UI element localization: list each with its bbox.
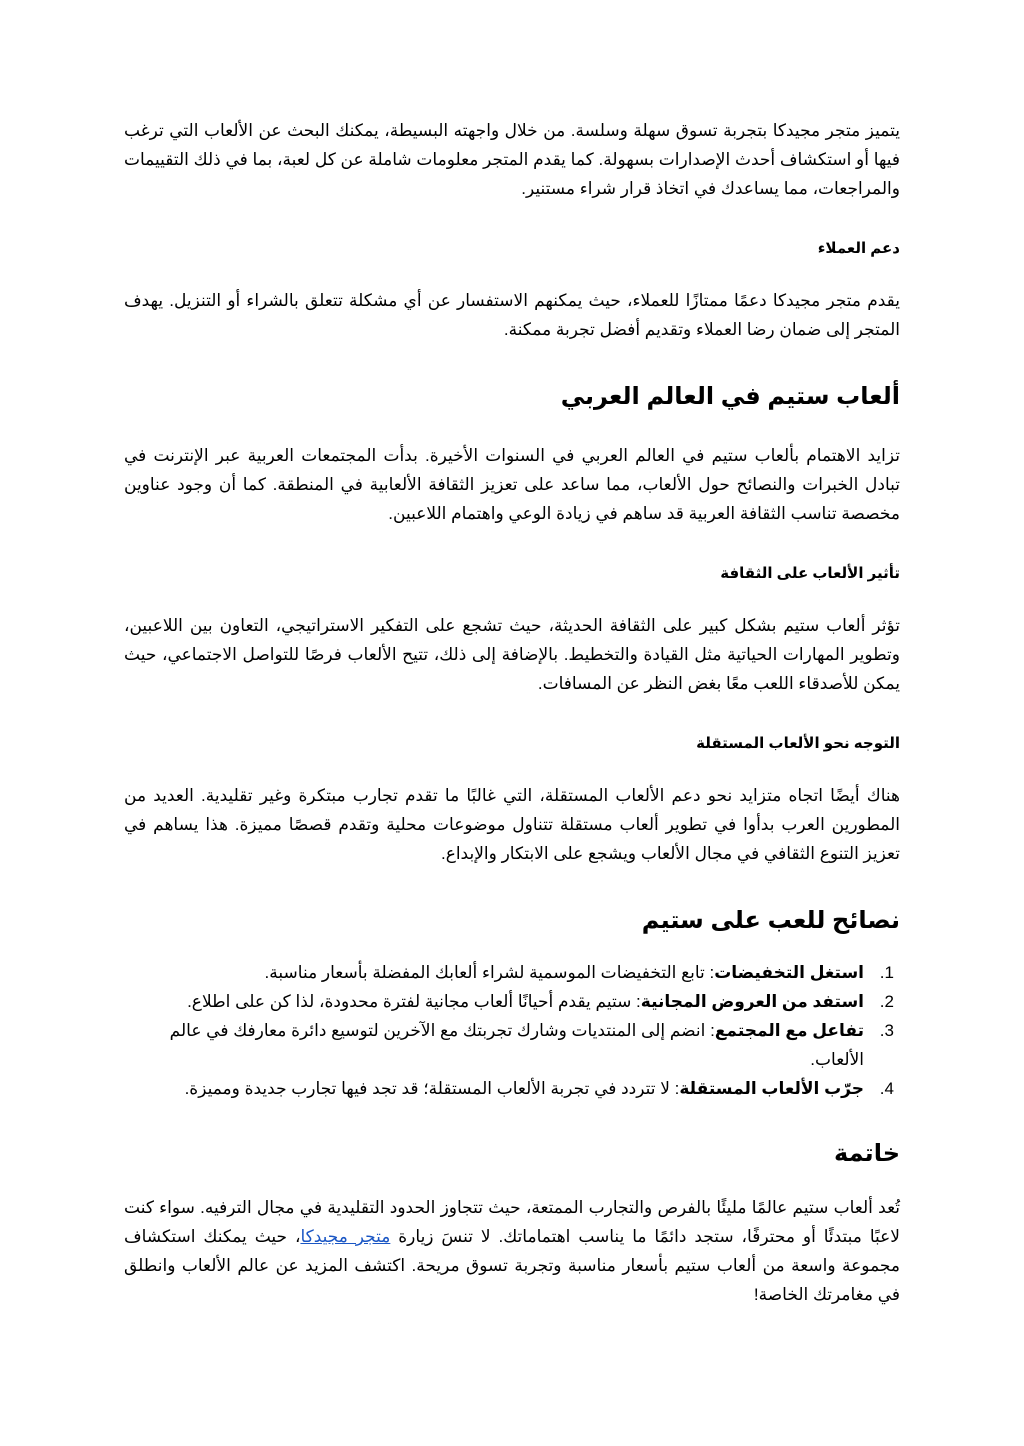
conclusion-paragraph: [124, 1193, 900, 1309]
tip-number: 2.: [879, 992, 894, 1011]
tip-title: تفاعل مع المجتمع: [714, 1021, 864, 1040]
conclusion-text-start: تُعد ألعاب ستيم عالمًا مليئًا بالفرص والتجارب الممتعة، حيث تتجاوز الحدود التقليدية في مجال الترفيه. سواء كنت لاعبًا مبتدئًا أو محترفًا، ستجد دائمًا ما يناسب اهتماماتك. لا تنسَ زيارة: [124, 1198, 900, 1246]
conclusion-heading: خاتمة: [834, 1140, 900, 1167]
tip-number: 3.: [879, 1021, 894, 1040]
tip-number: 4.: [879, 1079, 894, 1098]
tip-text: : تابع التخفيضات الموسمية لشراء ألعابك المفضلة بأسعار مناسبة.: [264, 963, 715, 982]
conclusion-text-end: ، حيث يمكنك استكشاف مجموعة واسعة من ألعاب ستيم بأسعار مناسبة وتجربة تسوق مريحة. اكتشف المزيد عن عالم الألعاب وانطلق في مغامرتك الخاصة!: [124, 1227, 900, 1304]
tip-text: : انضم إلى المنتديات وشارك تجربتك مع الآخرين لتوسيع دائرة معارفك في عالم الألعاب.: [169, 1021, 864, 1069]
tip-title: استفد من العروض المجانية: [640, 992, 864, 1011]
store-link[interactable]: متجر مجيدكا: [300, 1227, 391, 1246]
indie-paragraph: هناك أيضًا اتجاه متزايد نحو دعم الألعاب المستقلة، التي غالبًا ما تقدم تجارب مبتكرة وغير تقليدية. العديد من المطورين العرب بدأوا في تطوير ألعاب مستقلة تتناول موضوعات محلية وتقدم قصصًا مميزة. هذا يساهم في تعزيز التنوع الثقافي في مجال الألعاب ويشجع على الابتكار والإبداع.: [124, 786, 900, 863]
culture-heading: تأثير الألعاب على الثقافة: [720, 565, 900, 582]
arab-world-paragraph: تزايد الاهتمام بألعاب ستيم في العالم العربي في السنوات الأخيرة. بدأت المجتمعات العربية عبر الإنترنت في تبادل الخبرات والنصائح حول الألعاب، مما ساعد على تعزيز الثقافة الألعابية في المنطقة. كما أن وجود عناوين مخصصة تناسب الثقافة العربية قد ساهم في زيادة الوعي واهتمام اللاعبين.: [124, 446, 900, 523]
tip-number: 1.: [879, 963, 894, 982]
arab-world-heading: ألعاب ستيم في العالم العربي: [560, 383, 900, 410]
tips-list: [124, 958, 900, 1103]
tip-item: [124, 1016, 900, 1074]
document-body: [124, 116, 900, 1309]
tip-text: : لا تتردد في تجربة الألعاب المستقلة؛ قد تجد فيها تجارب جديدة ومميزة.: [184, 1079, 680, 1098]
tip-text: : ستيم يقدم أحيانًا ألعاب مجانية لفترة محدودة، لذا كن على اطلاع.: [187, 992, 641, 1011]
tip-title: جرّب الألعاب المستقلة: [679, 1079, 864, 1098]
intro-paragraph: يتميز متجر مجيدكا بتجربة تسوق سهلة وسلسة. من خلال واجهته البسيطة، يمكنك البحث عن الألعاب التي ترغب فيها أو استكشاف أحدث الإصدارات بسهولة. كما يقدم المتجر معلومات شاملة عن كل لعبة، بما في ذلك التقييمات والمراجعات، مما يساعدك في اتخاذ قرار شراء مستنير.: [124, 121, 900, 198]
indie-heading: التوجه نحو الألعاب المستقلة: [696, 735, 900, 752]
support-paragraph: يقدم متجر مجيدكا دعمًا ممتازًا للعملاء، حيث يمكنهم الاستفسار عن أي مشكلة تتعلق بالشراء أو التنزيل. يهدف المتجر إلى ضمان رضا العملاء وتقديم أفضل تجربة ممكنة.: [124, 291, 900, 339]
culture-paragraph: تؤثر ألعاب ستيم بشكل كبير على الثقافة الحديثة، حيث تشجع على التفكير الاستراتيجي، التعاون بين اللاعبين، وتطوير المهارات الحياتية مثل القيادة والتخطيط. بالإضافة إلى ذلك، تتيح الألعاب فرصًا للتواصل الاجتماعي، حيث يمكن للأصدقاء اللعب معًا بغض النظر عن المسافات.: [124, 616, 900, 693]
tips-heading: نصائح للعب على ستيم: [641, 907, 900, 934]
support-heading: دعم العملاء: [817, 240, 900, 257]
tip-title: استغل التخفيضات: [714, 963, 864, 982]
tip-item: [124, 1074, 900, 1103]
tip-item: [124, 987, 900, 1016]
tip-item: [124, 958, 900, 987]
